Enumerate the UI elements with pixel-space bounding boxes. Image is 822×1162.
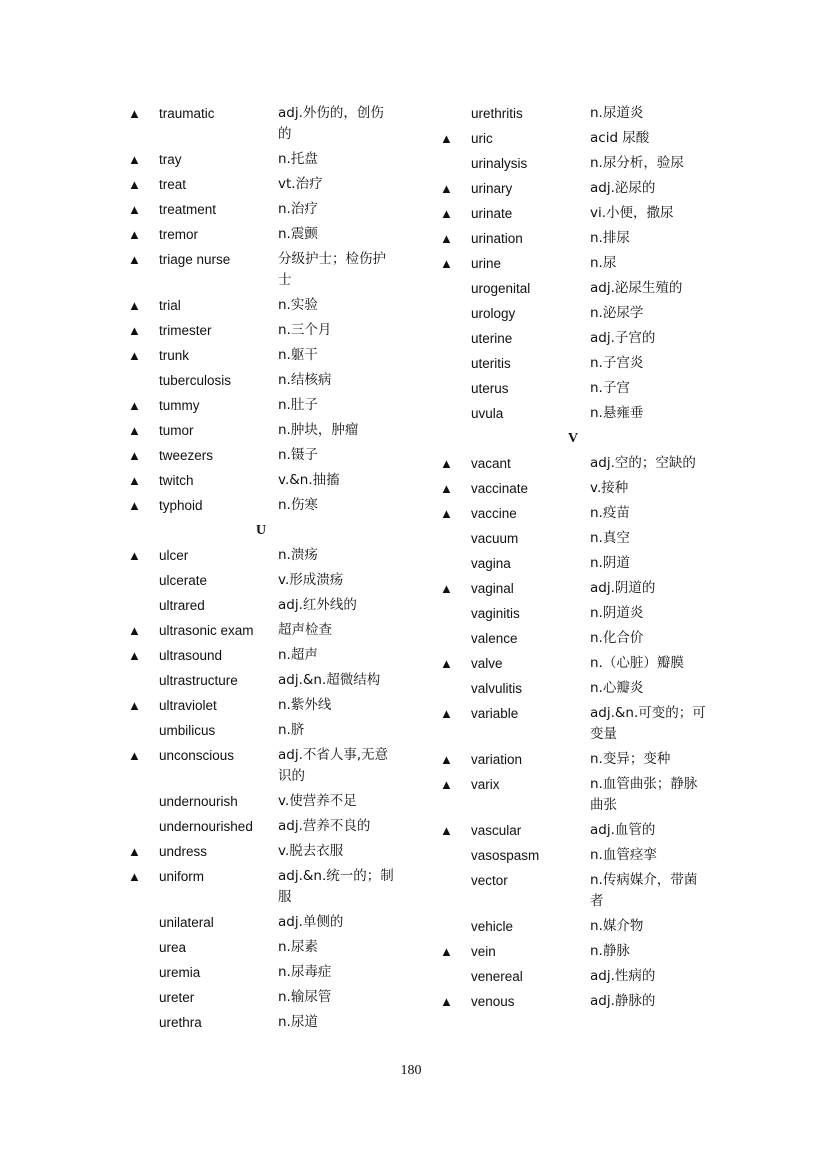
entry-word: variation (471, 752, 523, 767)
dictionary-entry (440, 351, 740, 376)
entry-word: urogenital (471, 281, 531, 296)
entry-definition: n.阴道 (590, 555, 630, 571)
dictionary-entry (128, 147, 418, 172)
dictionary-entry (440, 651, 740, 676)
dictionary-entry (128, 718, 418, 743)
entry-definition: adj.营养不良的 (278, 818, 371, 834)
entry-word: trunk (159, 348, 190, 363)
entry-word: tuberculosis (159, 373, 232, 388)
entry-word: trimester (159, 323, 212, 338)
dictionary-entry (440, 101, 740, 126)
triangle-marker-icon: ▲ (440, 706, 453, 721)
entry-definition: v.脱去衣服 (278, 843, 344, 859)
entry-word: vaccinate (471, 481, 529, 496)
entry-definition: v.&n.抽搐 (278, 472, 340, 488)
triangle-marker-icon: ▲ (128, 648, 141, 663)
entry-word: ultraviolet (159, 698, 217, 713)
entry-word: tummy (159, 398, 200, 413)
entry-word: ureter (159, 990, 195, 1005)
entry-definition: adj.红外线的 (278, 597, 357, 613)
dictionary-entry (440, 843, 740, 868)
entry-word: tremor (159, 227, 199, 242)
triangle-marker-icon: ▲ (128, 448, 141, 463)
section-heading: V (567, 431, 579, 446)
dictionary-entry (128, 172, 418, 197)
triangle-marker-icon: ▲ (440, 181, 453, 196)
dictionary-entry (128, 789, 418, 814)
dictionary-entry (128, 839, 418, 864)
entry-word: tray (159, 152, 182, 167)
entry-definition: n.输尿管 (278, 989, 332, 1005)
dictionary-entry (440, 376, 740, 401)
dictionary-entry (128, 1010, 418, 1035)
entry-word: vaginal (471, 581, 514, 596)
triangle-marker-icon: ▲ (128, 323, 141, 338)
dictionary-entry (128, 960, 418, 985)
triangle-marker-icon: ▲ (128, 698, 141, 713)
entry-word: urinate (471, 206, 513, 221)
entry-word: vasospasm (471, 848, 540, 863)
dictionary-entry (128, 935, 418, 960)
triangle-marker-icon: ▲ (128, 548, 141, 563)
triangle-marker-icon: ▲ (128, 423, 141, 438)
dictionary-entry (440, 868, 740, 914)
entry-word: urethritis (471, 106, 523, 121)
dictionary-entry (128, 393, 418, 418)
entry-definition: adj.不省人事,无意识的 (278, 747, 389, 784)
dictionary-entry (440, 914, 740, 939)
entry-word: vector (471, 873, 508, 888)
entry-word: vascular (471, 823, 522, 838)
entry-definition: acid 尿酸 (590, 130, 650, 146)
dictionary-entry (128, 814, 418, 839)
entry-word: valve (471, 656, 503, 671)
entry-word: undernourished (159, 819, 253, 834)
dictionary-entry (440, 201, 740, 226)
entry-definition: n.疫苗 (590, 505, 630, 521)
entry-definition: n.媒介物 (590, 918, 644, 934)
entry-definition: n.（心脏）瓣膜 (590, 655, 684, 671)
dictionary-entry (440, 126, 740, 151)
dictionary-entry (128, 643, 418, 668)
triangle-marker-icon: ▲ (128, 106, 141, 121)
dictionary-entry (128, 693, 418, 718)
entry-definition: n.躯干 (278, 347, 318, 363)
entry-definition: n.悬雍垂 (590, 405, 644, 421)
entry-word: variable (471, 706, 519, 721)
entry-definition: n.尿 (590, 255, 617, 271)
triangle-marker-icon: ▲ (128, 498, 141, 513)
dictionary-entry (440, 626, 740, 651)
entry-word: urine (471, 256, 502, 271)
dictionary-entry (440, 301, 740, 326)
entry-word: venous (471, 994, 515, 1009)
dictionary-entry (440, 818, 740, 843)
entry-word: uterus (471, 381, 509, 396)
entry-definition: adj.静脉的 (590, 993, 656, 1009)
dictionary-entry (440, 676, 740, 701)
entry-definition: n.脐 (278, 722, 305, 738)
triangle-marker-icon: ▲ (128, 177, 141, 192)
entry-word: valence (471, 631, 518, 646)
entry-definition: n.三个月 (278, 322, 332, 338)
entry-definition: n.紫外线 (278, 697, 332, 713)
dictionary-entry (128, 247, 418, 293)
dictionary-entry (128, 493, 418, 518)
entry-definition: n.伤寒 (278, 497, 318, 513)
dictionary-entry (440, 939, 740, 964)
triangle-marker-icon: ▲ (128, 473, 141, 488)
right-column (440, 101, 740, 1014)
triangle-marker-icon: ▲ (440, 131, 453, 146)
dictionary-entry (128, 293, 418, 318)
entry-word: twitch (159, 473, 194, 488)
entry-definition: n.血管痉挛 (590, 847, 657, 863)
dictionary-entry (128, 222, 418, 247)
entry-definition: n.肿块，肿瘤 (278, 422, 359, 438)
entry-word: uric (471, 131, 493, 146)
entry-word: ultrared (159, 598, 205, 613)
entry-definition: adj.阴道的 (590, 580, 656, 596)
dictionary-entry (440, 151, 740, 176)
entry-word: unilateral (159, 915, 214, 930)
entry-definition: vi.小便，撒尿 (590, 205, 674, 221)
entry-word: umbilicus (159, 723, 216, 738)
entry-definition: n.阴道炎 (590, 605, 644, 621)
dictionary-entry (440, 576, 740, 601)
entry-word: vacuum (471, 531, 519, 546)
dictionary-entry (128, 543, 418, 568)
dictionary-entry (440, 326, 740, 351)
entry-word: uremia (159, 965, 201, 980)
entry-word: vein (471, 944, 496, 959)
entry-definition: adj.子宫的 (590, 330, 656, 346)
dictionary-entry (128, 618, 418, 643)
triangle-marker-icon: ▲ (440, 481, 453, 496)
entry-word: vehicle (471, 919, 514, 934)
page-number: 180 (400, 1063, 422, 1078)
triangle-marker-icon: ▲ (440, 777, 453, 792)
dictionary-entry (440, 526, 740, 551)
entry-word: vaginitis (471, 606, 520, 621)
entry-word: varix (471, 777, 500, 792)
dictionary-entry (440, 601, 740, 626)
triangle-marker-icon: ▲ (128, 348, 141, 363)
dictionary-entry (440, 501, 740, 526)
triangle-marker-icon: ▲ (440, 656, 453, 671)
entry-definition: adj.&n.可变的；可变量 (590, 705, 706, 742)
entry-word: urea (159, 940, 187, 955)
entry-definition: adj.外伤的，创伤的 (278, 105, 384, 142)
dictionary-entry (440, 476, 740, 501)
entry-word: ulcer (159, 548, 189, 563)
entry-word: undress (159, 844, 208, 859)
triangle-marker-icon: ▲ (128, 623, 141, 638)
dictionary-entry (440, 251, 740, 276)
entry-word: ulcerate (159, 573, 208, 588)
entry-definition: n.尿道 (278, 1014, 318, 1030)
dictionary-entry (128, 910, 418, 935)
entry-word: vacant (471, 456, 511, 471)
entry-definition: n.化合价 (590, 630, 644, 646)
dictionary-entry (440, 964, 740, 989)
triangle-marker-icon: ▲ (440, 994, 453, 1009)
entry-word: venereal (471, 969, 523, 984)
entry-definition: n.尿道炎 (590, 105, 644, 121)
entry-word: unconscious (159, 748, 235, 763)
entry-definition: n.心瓣炎 (590, 680, 644, 696)
entry-word: uvula (471, 406, 504, 421)
triangle-marker-icon: ▲ (440, 456, 453, 471)
entry-definition: v.接种 (590, 480, 629, 496)
entry-definition: v.使营养不足 (278, 793, 357, 809)
entry-definition: adj.空的；空缺的 (590, 455, 696, 471)
dictionary-entry (128, 468, 418, 493)
entry-word: undernourish (159, 794, 238, 809)
section-heading: U (255, 523, 267, 538)
entry-definition: n.真空 (590, 530, 630, 546)
entry-definition: n.静脉 (590, 943, 630, 959)
dictionary-entry (440, 551, 740, 576)
entry-definition: vt.治疗 (278, 176, 323, 192)
entry-word: tweezers (159, 448, 214, 463)
entry-definition: 超声检查 (278, 622, 332, 638)
triangle-marker-icon: ▲ (128, 398, 141, 413)
entry-definition: n.震颤 (278, 226, 318, 242)
entry-definition: adj.&n.超微结构 (278, 672, 381, 688)
dictionary-entry (128, 368, 418, 393)
dictionary-entry (440, 176, 740, 201)
triangle-marker-icon: ▲ (440, 823, 453, 838)
entry-definition: n.排尿 (590, 230, 630, 246)
entry-definition: adj.血管的 (590, 822, 656, 838)
entry-word: traumatic (159, 106, 215, 121)
entry-word: urology (471, 306, 516, 321)
triangle-marker-icon: ▲ (440, 206, 453, 221)
triangle-marker-icon: ▲ (128, 227, 141, 242)
entry-word: ultrasound (159, 648, 223, 663)
entry-definition: 分级护士；检伤护士 (278, 251, 386, 288)
entry-definition: n.尿毒症 (278, 964, 332, 980)
left-column (128, 101, 418, 1035)
triangle-marker-icon: ▲ (128, 298, 141, 313)
triangle-marker-icon: ▲ (128, 202, 141, 217)
triangle-marker-icon: ▲ (128, 844, 141, 859)
entry-word: vagina (471, 556, 511, 571)
triangle-marker-icon: ▲ (440, 256, 453, 271)
dictionary-entry (440, 226, 740, 251)
entry-definition: n.实验 (278, 297, 318, 313)
entry-definition: n.溃疡 (278, 547, 318, 563)
entry-word: urinalysis (471, 156, 528, 171)
entry-definition: n.子宫 (590, 380, 630, 396)
dictionary-entry (440, 747, 740, 772)
entry-definition: n.传病媒介，带菌者 (590, 872, 698, 909)
dictionary-entry (128, 197, 418, 222)
entry-definition: n.肚子 (278, 397, 318, 413)
entry-word: urination (471, 231, 523, 246)
dictionary-entry (128, 418, 418, 443)
entry-definition: n.血管曲张；静脉曲张 (590, 776, 698, 813)
entry-definition: adj.&n.统一的；制服 (278, 868, 394, 905)
entry-definition: n.托盘 (278, 151, 318, 167)
triangle-marker-icon: ▲ (440, 944, 453, 959)
dictionary-entry (128, 568, 418, 593)
entry-word: trial (159, 298, 181, 313)
dictionary-entry (440, 772, 740, 818)
entry-definition: adj.单侧的 (278, 914, 344, 930)
dictionary-entry (128, 343, 418, 368)
triangle-marker-icon: ▲ (440, 506, 453, 521)
dictionary-entry (128, 985, 418, 1010)
entry-definition: adj.性病的 (590, 968, 656, 984)
entry-word: typhoid (159, 498, 203, 513)
triangle-marker-icon: ▲ (128, 152, 141, 167)
dictionary-entry (128, 668, 418, 693)
entry-word: urinary (471, 181, 513, 196)
entry-definition: n.治疗 (278, 201, 318, 217)
entry-definition: v.形成溃疡 (278, 572, 344, 588)
entry-word: treatment (159, 202, 217, 217)
dictionary-entry (128, 864, 418, 910)
dictionary-entry (128, 443, 418, 468)
dictionary-entry (128, 743, 418, 789)
triangle-marker-icon: ▲ (128, 748, 141, 763)
dictionary-entry (128, 101, 418, 147)
dictionary-entry (440, 401, 740, 426)
entry-definition: n.变异；变种 (590, 751, 671, 767)
dictionary-entry (128, 593, 418, 618)
entry-definition: n.泌尿学 (590, 305, 644, 321)
entry-definition: n.超声 (278, 647, 318, 663)
entry-word: ultrastructure (159, 673, 238, 688)
dictionary-entry (440, 276, 740, 301)
dictionary-entry (128, 318, 418, 343)
entry-definition: n.结核病 (278, 372, 332, 388)
entry-definition: n.尿素 (278, 939, 318, 955)
dictionary-entry (440, 989, 740, 1014)
triangle-marker-icon: ▲ (440, 581, 453, 596)
entry-word: tumor (159, 423, 194, 438)
entry-definition: adj.泌尿的 (590, 180, 656, 196)
entry-word: valvulitis (471, 681, 523, 696)
entry-word: treat (159, 177, 187, 192)
entry-word: vaccine (471, 506, 517, 521)
entry-word: uterine (471, 331, 513, 346)
entry-definition: n.尿分析，验尿 (590, 155, 684, 171)
triangle-marker-icon: ▲ (128, 252, 141, 267)
entry-word: uteritis (471, 356, 511, 371)
entry-definition: n.镊子 (278, 447, 318, 463)
entry-word: urethra (159, 1015, 202, 1030)
entry-definition: adj.泌尿生殖的 (590, 280, 683, 296)
dictionary-entry (440, 451, 740, 476)
triangle-marker-icon: ▲ (128, 869, 141, 884)
entry-definition: n.子宫炎 (590, 355, 644, 371)
entry-word: triage nurse (159, 252, 231, 267)
dictionary-entry (440, 701, 740, 747)
entry-word: uniform (159, 869, 205, 884)
triangle-marker-icon: ▲ (440, 231, 453, 246)
triangle-marker-icon: ▲ (440, 752, 453, 767)
entry-word: ultrasonic exam (159, 623, 254, 638)
